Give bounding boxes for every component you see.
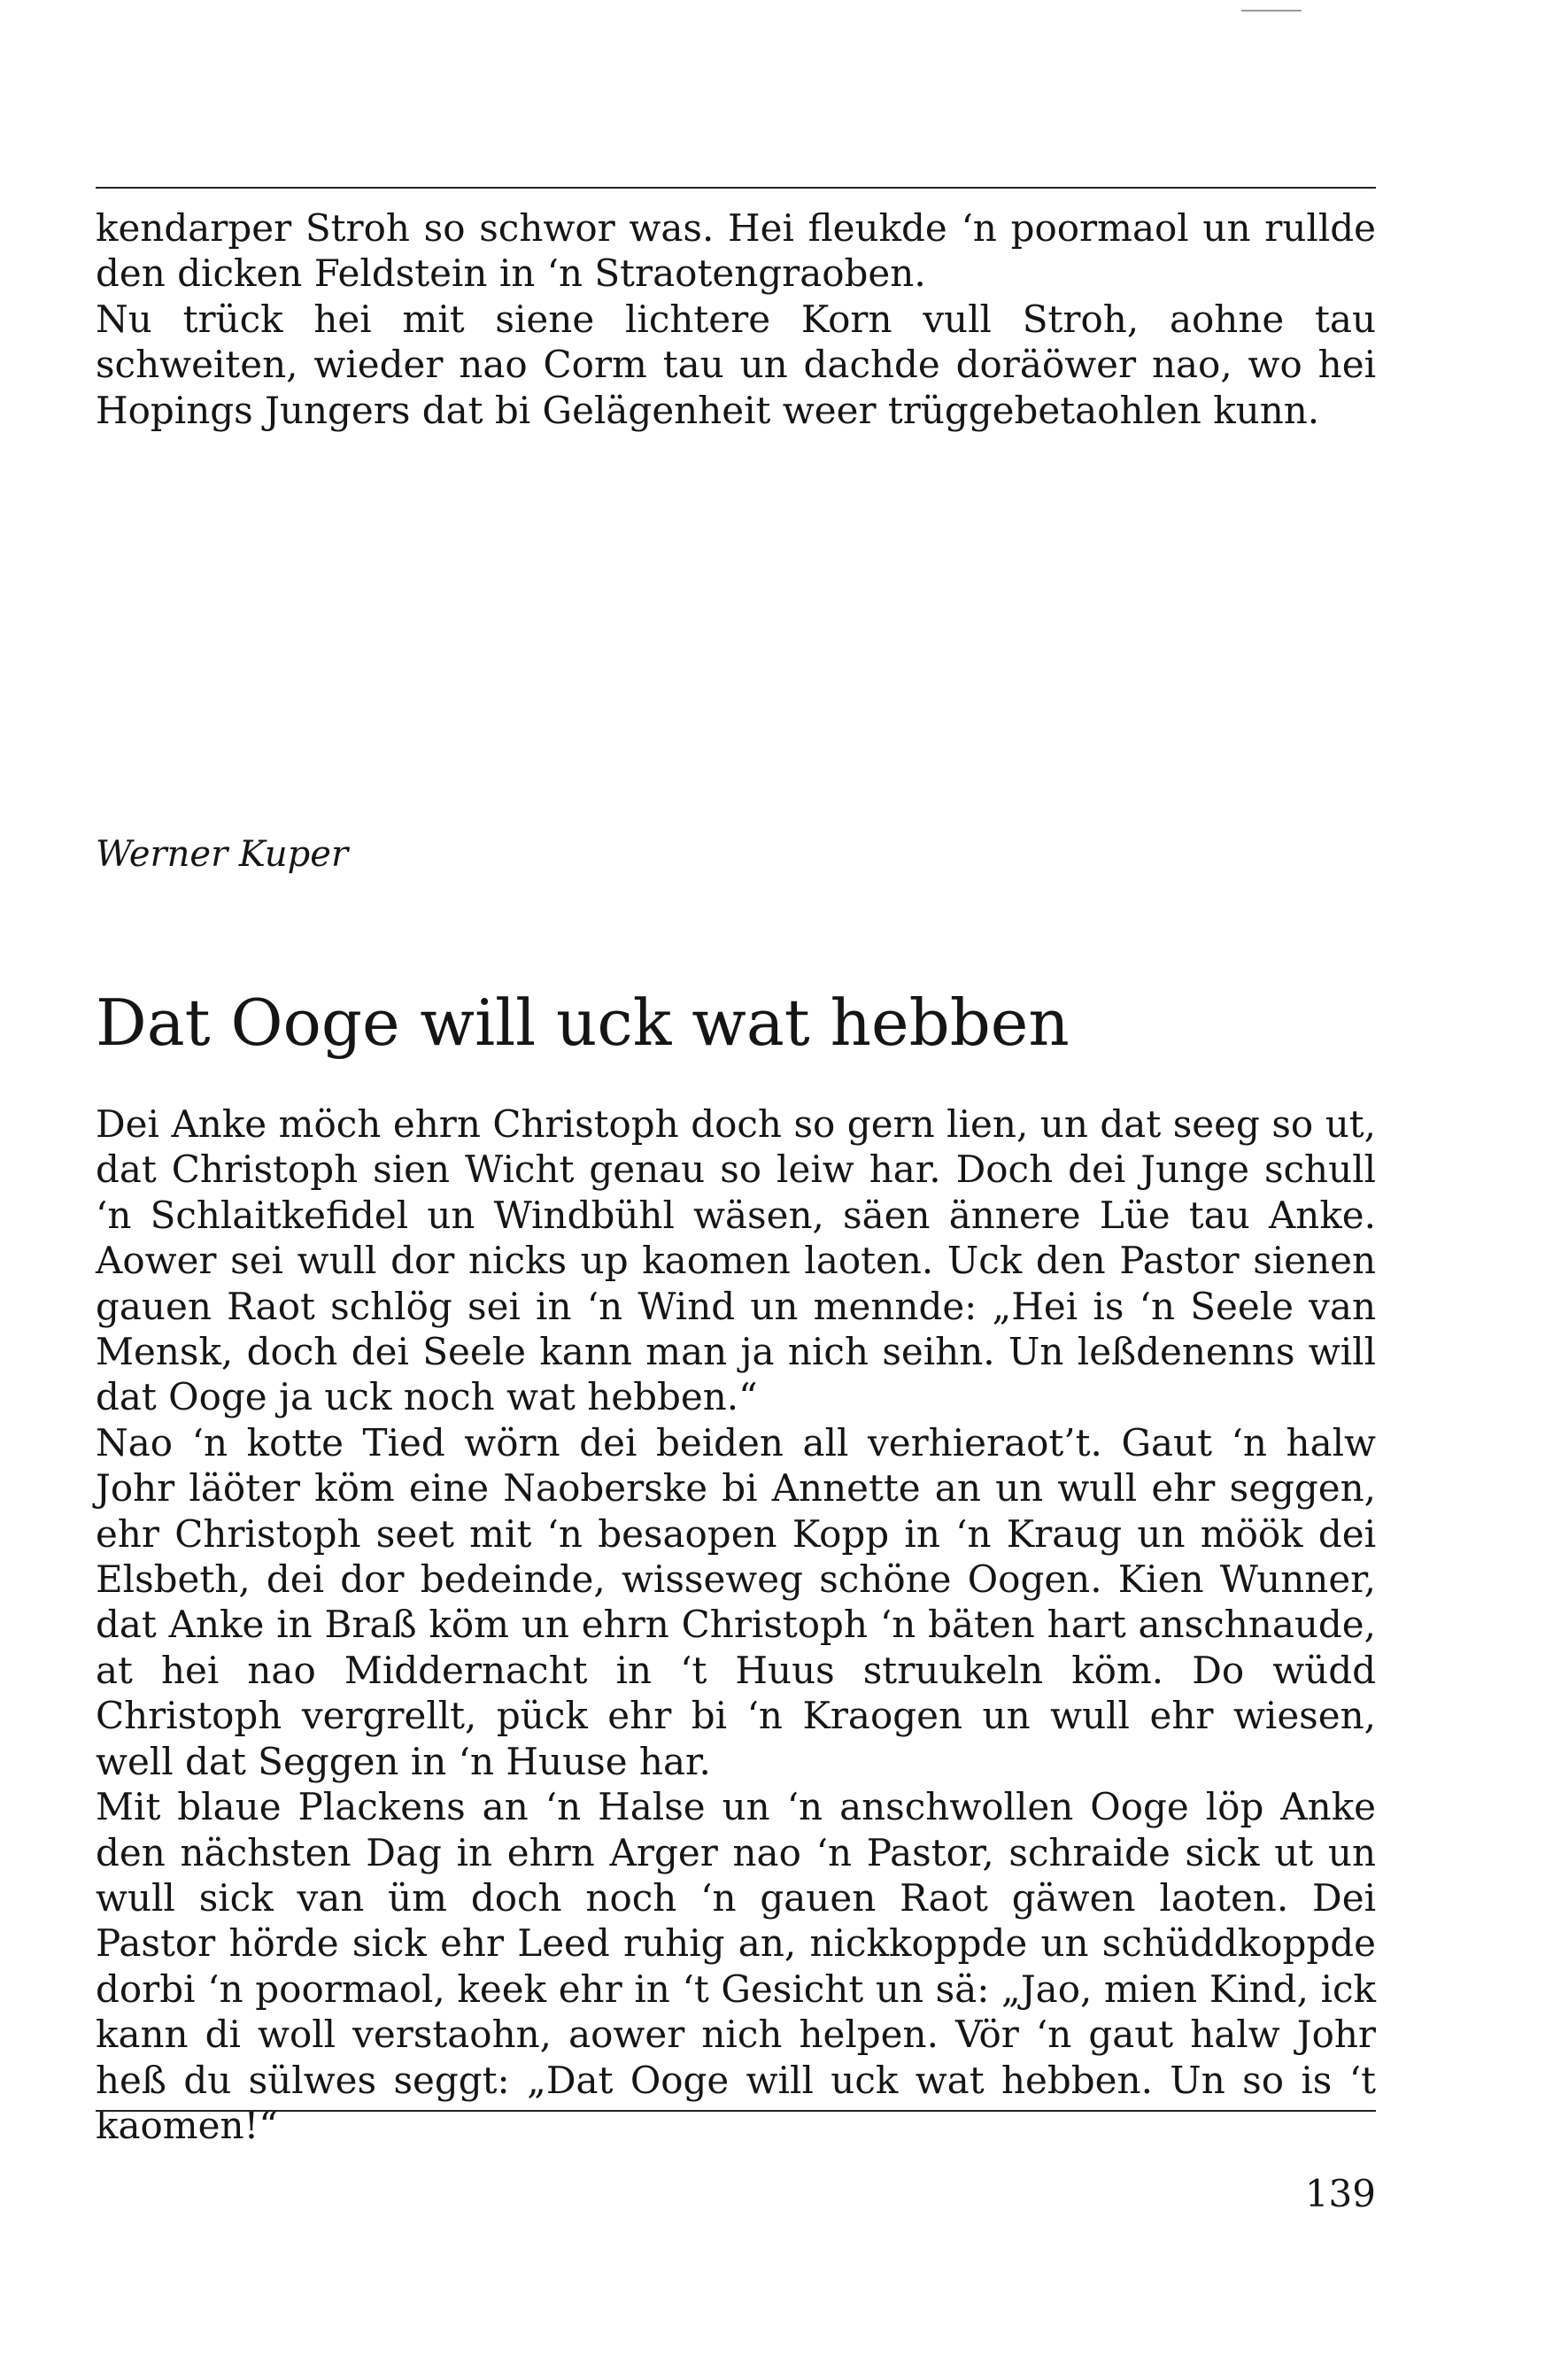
story-body — [96, 1101, 1376, 2148]
paragraph: Dei Anke möch ehrn Christoph doch so gern lien, un dat seeg so ut, dat Christoph sien Wicht genau so leiw har. Doch dei Junge schull ‘n Schlaitkefidel un Windbühl wäsen, säen ännere Lüe tau Anke. Aower sei wull dor nicks up kaomen laoten. Uck den Pastor sienen gauen Raot schlög sei in ‘n Wind un mennde: „Hei is ‘n Seele van Mensk, doch dei Seele kann man ja nich seihn. Un leßdenenns will dat Ooge ja uck noch wat hebben.“ — [96, 1102, 1376, 1419]
previous-story-ending — [96, 205, 1376, 433]
story-title: Dat Ooge will uck wat hebben — [96, 985, 1070, 1060]
paragraph: Nao ‘n kotte Tied wörn dei beiden all verhieraot’t. Gaut ‘n halw Johr läöter köm eine Naoberske bi Annette an un wull ehr seggen, ehr Christoph seet mit ‘n besaopen Kopp in ‘n Kraug un möök dei Elsbeth, dei dor bedeinde, wisseweg schöne Oogen. Kien Wunner, dat Anke in Braß köm un ehrn Christoph ‘n bäten hart anschnaude, at hei nao Middernacht in ‘t Huus struukeln köm. Do wüdd Christoph vergrellt, pück ehr bi ‘n Kraogen un wull ehr wiesen, well dat Seggen in ‘n Huuse har. — [96, 1420, 1376, 1783]
paragraph: Mit blaue Plackens an ‘n Halse un ‘n anschwollen Ooge löp Anke den nächsten Dag in ehrn Arger nao ‘n Pastor, schraide sick ut un wull sick van üm doch noch ‘n gauen Raot gäwen laoten. Dei Pastor hörde sick ehr Leed ruhig an, nickkoppde un schüddkoppde dorbi ‘n poormaol, keek ehr in ‘t Gesicht un sä: „Jao, mien Kind, ick kann di woll verstaohn, aower nich helpen. Vör ‘n gaut halw Johr heß du sülwes seggt: „Dat Ooge will uck wat hebben. Un so is ‘t kaomen!“ — [96, 1785, 1376, 2147]
paragraph: Nu trück hei mit siene lichtere Korn vull Stroh, aohne tau schweiten, wieder nao Corm tau un dachde doräöwer nao, wo hei Hopings Jungers dat bi Gelägenheit weer trüggebetaohlen kunn. — [96, 297, 1376, 432]
page-number: 139 — [1304, 2172, 1376, 2215]
bottom-rule — [96, 2110, 1376, 2112]
paragraph: kendarper Stroh so schwor was. Hei fleukde ‘n poormaol un rullde den dicken Feldstein in ‘n Straotengraoben. — [96, 206, 1376, 296]
top-rule — [96, 187, 1376, 189]
author-name: Werner Kuper — [96, 834, 349, 875]
scan-artifact-line — [1241, 10, 1302, 12]
